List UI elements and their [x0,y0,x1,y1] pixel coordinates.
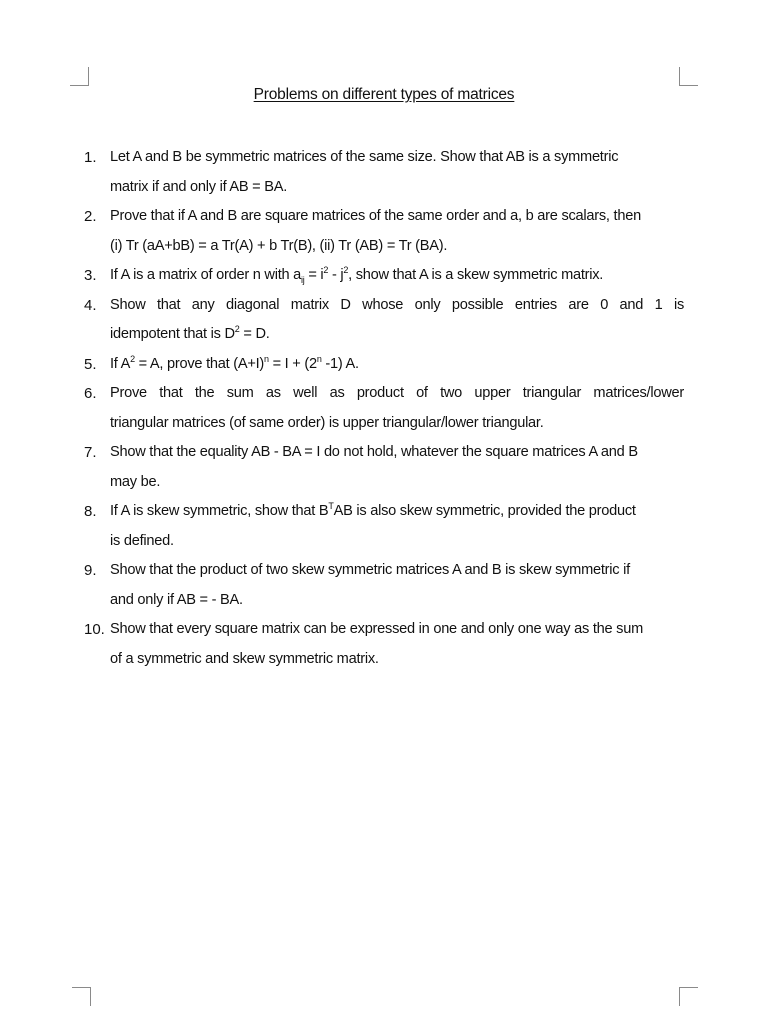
problem-text: Let A and B be symmetric matrices of the same size. Show that AB is a symmetric [110,149,619,165]
problem-item [84,350,684,380]
problem-text: triangular matrices (of same order) is upper triangular/lower triangular. [110,414,544,431]
problem-text: Show that the equality AB - BA = I do not hold, whatever the square matrices A and B [110,444,638,460]
problem-text: is defined. [110,532,174,549]
problem-item [84,556,684,615]
problem-item [84,497,684,556]
problem-text: of a symmetric and skew symmetric matrix. [110,650,379,667]
problem-number: 2. [84,208,97,225]
problem-text: matrix if and only if AB = BA. [110,178,288,195]
problem-number: 9. [84,562,97,579]
problem-number: 5. [84,355,97,373]
problem-number: 10. [84,621,105,638]
problem-number: 1. [84,149,97,166]
problem-number: 4. [84,296,97,314]
crop-mark-top-right [679,67,698,86]
problem-number: 8. [84,503,97,520]
problem-item [84,261,684,291]
problem-item [84,202,684,261]
problem-text: If A is a matrix of order n with $a_{ij} = i^2 - j^2$, show that A is a skew symmetric matrix. [110,265,604,285]
problem-number: 7. [84,444,97,461]
problem-item [84,143,684,202]
crop-mark-bottom-right [679,987,698,1006]
problem-item [84,379,684,438]
page-title: Problems on different types of matrices [253,86,515,103]
problem-list [84,143,684,674]
problem-item [84,438,684,497]
problem-text: Show that any diagonal matrix D whose only possible entries are 0 and 1 is [110,296,684,313]
problem-text: Show that every square matrix can be expressed in one and only one way as the sum [110,621,644,637]
problem-number: 3. [84,267,97,284]
problem-text: and only if AB = - BA. [110,591,243,608]
crop-mark-bottom-left [72,987,91,1006]
problem-item [84,615,684,674]
problem-text: If $A^2 = A$, prove that $(A+I)^n = I + (2^n$ -1) A. [110,353,359,372]
problem-text: Prove that the sum as well as product of two upper triangular matrices/lower [110,385,684,401]
problem-text: Prove that if A and B are square matrices of the same order and a, b are scalars, then [110,208,641,224]
problem-number: 6. [84,385,97,402]
problem-text: may be. [110,473,161,490]
problem-text: If A is skew symmetric, show that $B^TAB$ is also skew symmetric, provided the product [110,501,636,519]
problem-text: (i) Tr (aA+bB) = a Tr(A) + b Tr(B), (ii) Tr (AB) = Tr (BA). [110,237,448,254]
problem-text: idempotent that is $D^2 = D$. [110,324,270,342]
problem-item [84,291,684,350]
problem-text: Show that the product of two skew symmetric matrices A and B is skew symmetric if [110,562,630,578]
crop-mark-top-left [70,67,89,86]
